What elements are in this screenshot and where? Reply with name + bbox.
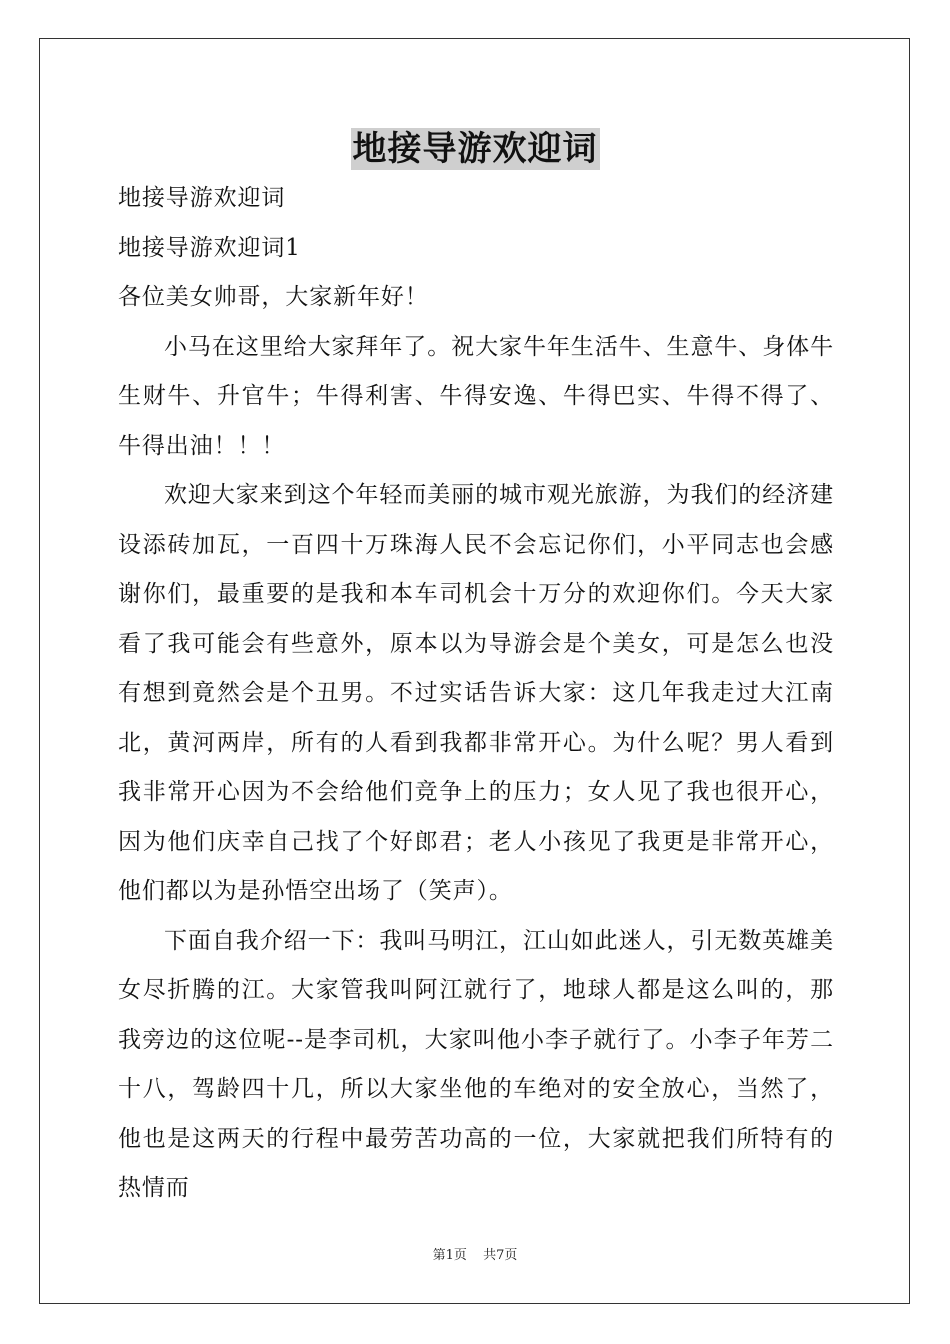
subtitle-line: 地接导游欢迎词 xyxy=(118,185,286,211)
page-number: 第1页 xyxy=(432,1248,467,1263)
page-total: 共7页 xyxy=(483,1248,518,1263)
paragraph-2: 欢迎大家来到这个年轻而美丽的城市观光旅游，为我们的经济建设添砖加瓦，一百四十万珠海人民不会忘记你们，小平同志也会感谢你们，最重要的是我和本车司机会十万分的欢迎你们。今天大家看了我可能会有些意外，原本以为导游会是个美女，可是怎么也没有想到竟然会是个丑男。不过实话告诉大家：这几年我走过大江南北，黄河两岸，所有的人看到我都非常开心。为什么呢？男人看到我非常开心因为不会给他们竞争上的压力；女人见了我也很开心，因为他们庆幸自己找了个好郎君；老人小孩见了我更是非常开心，他们都以为是孙悟空出场了（笑声）。 xyxy=(118,482,834,904)
greeting-line: 各位美女帅哥，大家新年好！ xyxy=(118,284,429,310)
page-footer xyxy=(0,1244,950,1263)
paragraph-3: 下面自我介绍一下：我叫马明江，江山如此迷人，引无数英雄美女尽折腾的江。大家管我叫阿江就行了，地球人都是这么叫的，那我旁边的这位呢--是李司机，大家叫他小李子就行了。小李子年芳二十八，驾龄四十几，所以大家坐他的车绝对的安全放心，当然了，他也是这两天的行程中最劳苦功高的一位，大家就把我们所特有的热情而 xyxy=(118,927,834,1201)
paragraph-1: 小马在这里给大家拜年了。祝大家牛年生活牛、生意牛、身体牛生财牛、升官牛；牛得利害、牛得安逸、牛得巴实、牛得不得了、牛得出油！！！ xyxy=(118,333,834,459)
title-container xyxy=(0,128,950,170)
document-title: 地接导游欢迎词 xyxy=(352,129,598,169)
section-heading: 地接导游欢迎词1 xyxy=(118,234,301,261)
document-body xyxy=(118,174,834,1214)
